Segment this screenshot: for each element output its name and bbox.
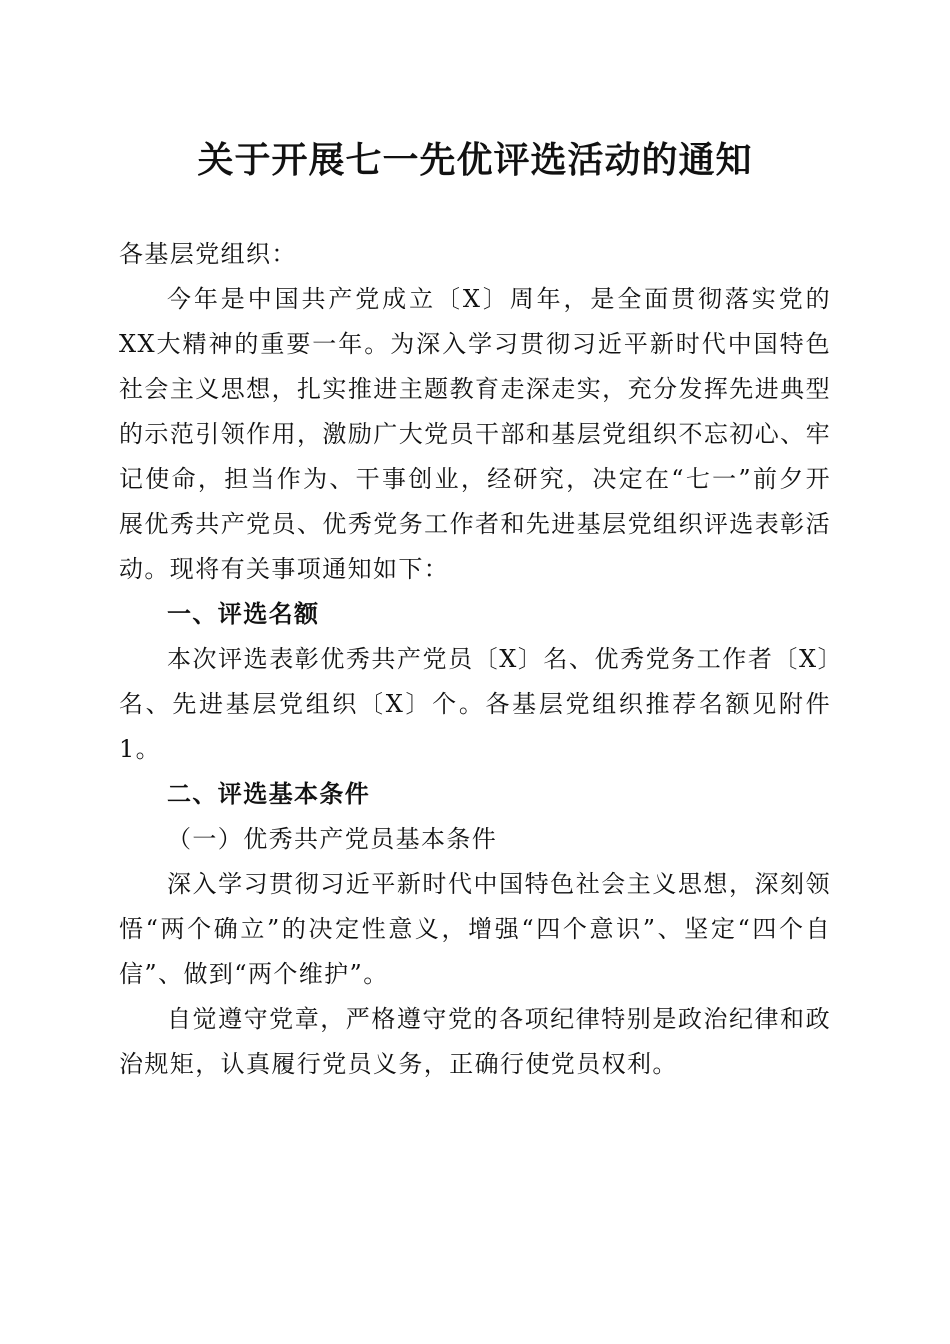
section-heading-criteria: 二、评选基本条件	[167, 780, 371, 808]
criteria-paragraph-2: 自觉遵守党章，严格遵守党的各项纪律特别是政治纪律和政治规矩，认真履行党员义务，正确行使党员权利。	[119, 1005, 831, 1078]
criteria-paragraph-1: 深入学习贯彻习近平新时代中国特色社会主义思想，深刻领悟“两个确立”的决定性意义，增强“四个意识”、坚定“四个自信”、做到“两个维护”。	[119, 870, 831, 988]
document-title: 关于开展七一先优评选活动的通知	[197, 139, 753, 181]
intro-paragraph: 今年是中国共产党成立〔X〕周年，是全面贯彻落实党的XX大精神的重要一年。为深入学习贯彻习近平新时代中国特色社会主义思想，扎实推进主题教育走深走实，充分发挥先进典型的示范引领作用，激励广大党员干部和基层党组织不忘初心、牢记使命，担当作为、干事创业，经研究，决定在“七一”前夕开展优秀共产党员、优秀党务工作者和先进基层党组织评选表彰活动。现将有关事项通知如下：	[119, 285, 831, 583]
quota-paragraph: 本次评选表彰优秀共产党员〔X〕名、优秀党务工作者〔X〕名、先进基层党组织〔X〕个。各基层党组织推荐名额见附件1。	[119, 645, 831, 763]
section-heading-quota: 一、评选名额	[167, 600, 320, 628]
document-body	[119, 232, 831, 1087]
subsection-heading-member-criteria: （一）优秀共产党员基本条件	[167, 825, 498, 853]
salutation: 各基层党组织：	[119, 240, 297, 268]
